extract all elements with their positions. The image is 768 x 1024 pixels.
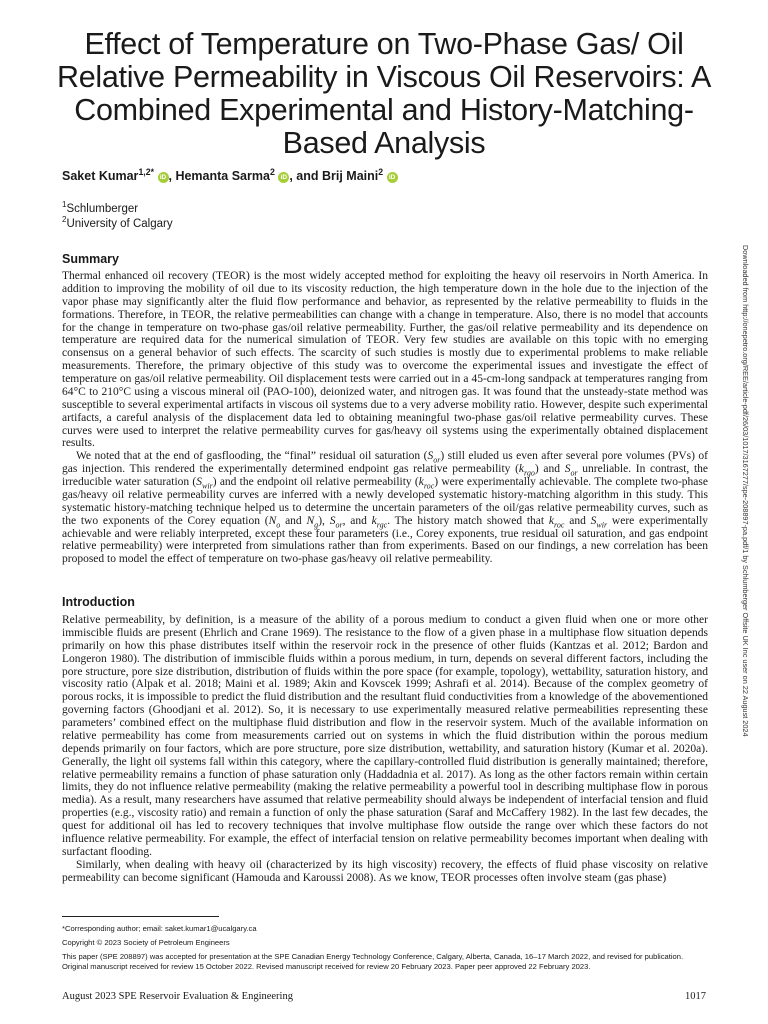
- affiliations: [62, 202, 173, 232]
- author-affiliation-marker: 1,2*: [138, 166, 155, 177]
- math-symbol: [269, 515, 281, 527]
- symbol-base: k: [518, 463, 525, 476]
- symbol-subscript: or: [335, 519, 343, 529]
- symbol-subscript: wir: [596, 519, 608, 529]
- journal-footer: August 2023 SPE Reservoir Evaluation & Engineering: [62, 991, 293, 1002]
- orcid-icon[interactable]: iD: [387, 172, 398, 183]
- symbol-subscript: o: [276, 519, 281, 529]
- symbol-subscript: or: [570, 468, 578, 478]
- summary-heading: Summary: [62, 252, 119, 266]
- symbol-subscript: or: [433, 455, 441, 465]
- author-name: Brij Maini: [321, 169, 379, 183]
- symbol-base: k: [418, 476, 424, 488]
- text-run: ) and: [534, 463, 565, 476]
- author-affiliation-marker: 2: [269, 166, 275, 177]
- text-run: We noted that at the end of gasflooding, the “final” residual oil saturation (: [76, 450, 428, 463]
- summary-paragraph-2: [62, 450, 708, 566]
- affiliation-name: Schlumberger: [66, 203, 139, 215]
- introduction-heading: Introduction: [62, 595, 135, 609]
- author-affiliation-marker: 2: [378, 166, 384, 177]
- download-notice: Downloaded from http://onepetro.org/REE/article-pdf/26/03/1017/3167277/spe-208897-pa.pdf/1 by Schlumberger Offsite UK Inc user on 22 August 2024: [741, 245, 750, 737]
- author-list: Saket Kumar$^{1,2*}$ iD , Hemanta Sarma$^2$ iD , and Brij Maini$^2$ iD: [62, 169, 398, 183]
- symbol-base: S: [590, 514, 597, 527]
- math-symbol: [330, 515, 343, 527]
- math-symbol: [591, 515, 608, 527]
- affiliation-number: 1: [62, 200, 67, 210]
- orcid-icon[interactable]: iD: [158, 172, 169, 183]
- symbol-subscript: g: [314, 519, 319, 529]
- math-symbol: [306, 515, 318, 527]
- math-symbol: [549, 515, 565, 527]
- footnote-divider: [62, 916, 219, 917]
- page-number: 1017: [685, 991, 706, 1002]
- author-name: Hemanta Sarma: [175, 169, 270, 183]
- author-name: Saket Kumar: [62, 169, 139, 183]
- symbol-base: S: [427, 450, 434, 463]
- copyright-note: Copyright © 2023 Society of Petroleum Engineers: [62, 938, 230, 947]
- corresponding-author-note: *Corresponding author; email: saket.kumar1@ucalgary.ca: [62, 924, 257, 933]
- math-symbol: [196, 476, 213, 491]
- text-run: ),: [318, 514, 330, 527]
- introduction-section: [62, 614, 708, 884]
- introduction-paragraph-2: Similarly, when dealing with heavy oil (characterized by its high viscosity) recovery, the effects of fluid phase viscosity on relative permeability can become significant (Hamouda and Karoussi 2008). As we know, TEOR processes often involve steam (gas phase): [62, 858, 708, 884]
- symbol-base: S: [564, 463, 571, 476]
- affiliation-line: [62, 202, 173, 217]
- introduction-paragraph-1: Relative permeability, by definition, is a measure of the ability of a porous medium to conduct a given fluid when one or more other immiscible fluids are present (Ehrlich and Crane 1969). The resistance to the flow of a given phase in a multiphase flow situation depends primarily on how this phase distributes itself within the reservoir rock in the presence of other fluids (Kantzas et al. 2012; Bardon and Longeron 1980). The distribution of immiscible fluids within a porous medium, in turn, depends on several different factors, including the pore structure, pore size distribution, distribution of fluids within the pore space (for example, topology), wettability, saturation history, and viscosity ratio (Alpak et al. 2018; Maini et al. 1989; Akin and Kovscek 1999; Ashrafi et al. 2014). Because of the complex geometry of porous rocks, it is impossible to predict the fluid distribution and the resultant fluid conductivities from a knowledge of the abovementioned governing factors (Ghoodjani et al. 2012). So, it is necessary to use experimentally measured relative permeabilities representing these parameters’ combined effect on the multiphase fluid distribution and flow in the reservoir system. Much of the available information on relative permeability has come from measurements carried out on systems in which the fluid distribution within the porous medium depends primarily on four factors, which are pore structure, pore size distribution, wettability, and saturation history (Kumar et al. 2020a). Generally, the light oil systems fall within this category, where the capillary-controlled fluid distribution is generally maintained; therefore, relative permeability remains a function of phase saturation only (Haddadnia et al. 2017). As long as the other factors remain within certain limits, they do not influence relative permeability (making the relative permeability a powerful tool in describing multiphase flow in porous media). As a result, many researchers have assumed that relative permeability should always be independent of interfacial tension and fluid properties (e.g., viscosity ratio) and remain a function of only the phase saturation (Saraf and McCaffery 1982). In the last few decades, the quest for additional oil has led to recovery techniques that involve multiphase flow outside the range over which these factors do not influence relative permeability. For example, the effect of interfacial tension on relative permeability becomes important when dealing with surfactant flooding.: [62, 614, 708, 858]
- text-run: were experimentally achievable and were reliably interpreted, except these four parameters (i.e., Corey exponents, true residual oil saturation, and gas endpoint relative permeability) were interpreted from simulations rather than from experiments. Based on our findings, a new correlation has been proposed to model the effect of temperature on two-phase gas/heavy oil relative permeability.: [62, 514, 709, 566]
- text-run: , and: [342, 514, 372, 527]
- affiliation-number: 2: [62, 215, 67, 225]
- text-run: ) were experimentally achievable. The complete two-phase gas/heavy oil relative permeability curves are inferred with a newly developed systematic history-matching algorithm in this study. This systematic history-matching technique helped us to determine the uncertain parameters of the oil/gas relative permeability curves, such as the two exponents of the Corey equation (: [62, 476, 708, 527]
- text-run: and: [564, 514, 591, 527]
- text-run: and: [280, 514, 307, 527]
- math-symbol: [418, 476, 435, 491]
- text-run: unreliable. In contrast, the irreducible water saturation (: [62, 463, 708, 488]
- symbol-subscript: wir: [202, 481, 213, 491]
- summary-paragraph-1: Thermal enhanced oil recovery (TEOR) is the most widely accepted method for exploiting the heavy oil reservoirs in North America. In addition to improving the mobility of oil due to its viscosity reduction, the high temperature down in the hole due to the injection of the vapor phase may significantly alter the fluid flow performance and behavior, as represented by the relative permeability to fluids in the formations. Therefore, in TEOR, the relative permeabilities can change with a change in temperature. Also, there is no model that accounts for the change in temperature on two-phase gas/oil relative permeability. Further, the gas/oil relative permeability and its dependence on temperature are required data for the numerical simulation of TEOR. Very few studies are available on this topic with no emerging consensus on a general behavior of such effects. The scarcity of such studies is mostly due to experimental problems to make reliable measurements. Therefore, the primary objective of this study was to overcome the experimental issues and investigate the effect of temperature on gas/oil relative permeability. Oil displacement tests were carried out in a 45-cm-long sandpack at temperatures ranging from 64°C to 210°C using a viscous mineral oil (PAO-100), deionized water, and nitrogen gas. It was found that the unsteady-state method was susceptible to several experimental artifacts in viscous oil systems due to a very adverse mobility ratio. However, despite such experimental artifacts, a careful analysis of the displacement data led to obtaining meaningful two-phase gas/oil relative permeability curves. These curves were used to interpret the relative permeability curves for gas/heavy oil systems using the experimentally obtained displacement results.: [62, 270, 708, 450]
- math-symbol: [564, 463, 578, 478]
- symbol-base: S: [329, 514, 336, 527]
- text-run: ) still eluded us even after several pore volumes (PVs) of gas injection. This rendered the experimentally determined endpoint gas relative permeability (: [62, 450, 709, 476]
- symbol-base: k: [548, 514, 554, 527]
- math-symbol: [372, 515, 388, 527]
- symbol-base: S: [196, 476, 202, 488]
- math-symbol: [427, 450, 441, 465]
- math-symbol: [518, 463, 535, 478]
- symbol-subscript: roc: [423, 481, 435, 491]
- symbol-base: k: [371, 514, 377, 527]
- text-run: . The history match showed that: [387, 514, 549, 527]
- symbol-base: N: [306, 514, 315, 527]
- symbol-subscript: rgc: [376, 519, 388, 529]
- symbol-subscript: roc: [554, 519, 565, 529]
- symbol-subscript: rgo: [524, 468, 535, 478]
- paper-title: Effect of Temperature on Two-Phase Gas/ Oil Relative Permeability in Viscous Oil Reservoirs: A Combined Experimental and History-Matching-Based Analysis: [57, 27, 711, 160]
- text-run: ) and the endpoint oil relative permeability (: [212, 476, 419, 488]
- orcid-icon[interactable]: iD: [278, 172, 289, 183]
- affiliation-line: [62, 217, 173, 232]
- affiliation-name: University of Calgary: [66, 218, 173, 230]
- symbol-base: N: [268, 514, 277, 527]
- summary-section: [62, 270, 708, 566]
- publication-history-note: This paper (SPE 208897) was accepted for presentation at the SPE Canadian Energy Technology Conference, Calgary, Alberta, Canada, 16–17 March 2022, and revised for publication. Original manuscript received for review 15 October 2022. Revised manuscript received for review 20 February 2023. Paper peer approved 22 February 2023.: [62, 952, 684, 971]
